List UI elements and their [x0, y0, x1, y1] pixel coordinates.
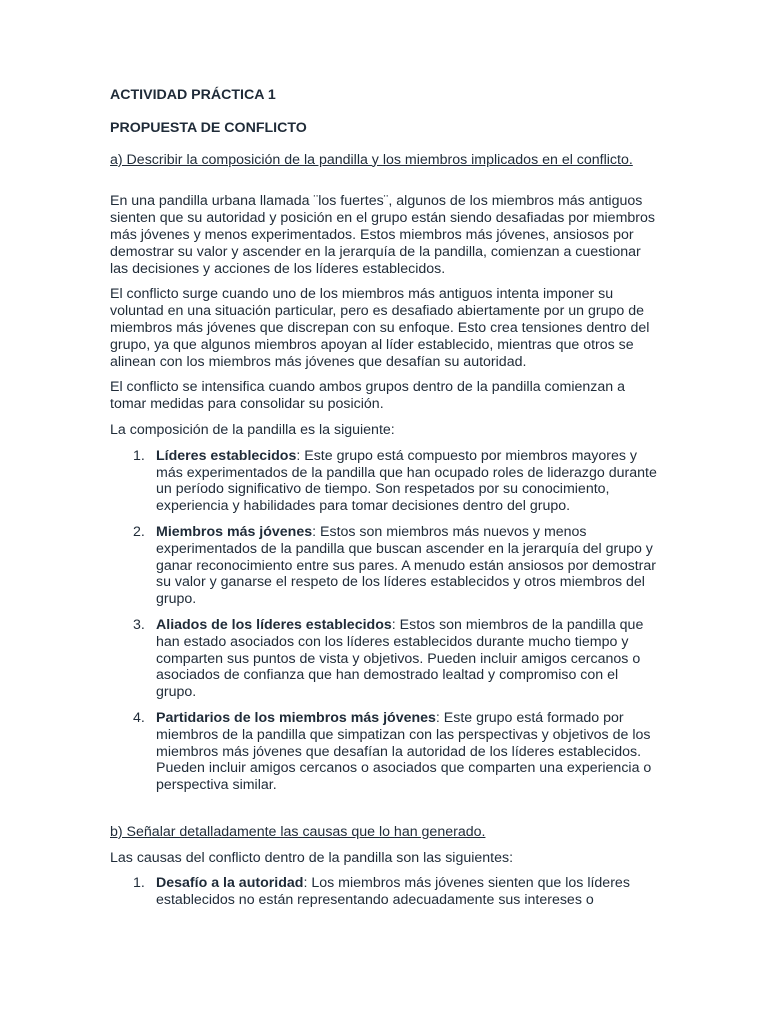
document-content [110, 84, 662, 918]
list-text: : Los miembros más jóvenes sienten que los líderes establecidos no están representando adecuadamente sus intereses o [156, 875, 630, 909]
list-text: : Este grupo está compuesto por miembros mayores y más experimentados de la pandilla que han ocupado roles de liderazgo durante un período significativo de tiempo. Son respetados por su conocimiento, experiencia y habilidades para tomar decisiones dentro del grupo. [156, 447, 657, 515]
list-number: 4. [133, 709, 145, 726]
list-number: 1. [133, 875, 145, 892]
causes-intro: Las causas del conflicto dentro de la pandilla son las siguientes: [110, 849, 514, 866]
list-text: : Estos son miembros de la pandilla que han estado asociados con los líderes establecidos durante mucho tiempo y comparten sus puntos de vista y objetivos. Pueden incluir amigos cercanos o asociados de confianza que han demostrado lealtad y compromiso con el grupo. [156, 616, 644, 701]
list-item [110, 875, 662, 909]
paragraph-1: En una pandilla urbana llamada ¨los fuertes¨, algunos de los miembros más antiguos sienten que su autoridad y posición en el grupo están siendo desafiadas por miembros más jóvenes y menos experimentados. Estos miembros más jóvenes, ansiosos por demostrar su valor y ascender en la jerarquía de la pandilla, comienzan a cuestionar las decisiones y acciones de los líderes establecidos. [110, 193, 655, 277]
composition-list [110, 448, 662, 794]
paragraph-4: La composición de la pandilla es la siguiente: [110, 421, 395, 438]
list-term: Partidarios de los miembros más jóvenes [156, 709, 436, 726]
list-item [110, 448, 662, 515]
list-item [110, 617, 662, 701]
list-text: : Estos son miembros más nuevos y menos experimentados de la pandilla que buscan ascender en la jerarquía del grupo y ganar reconocimiento entre sus pares. A menudo están ansiosos por demostrar su valor y ganarse el respeto de los líderes establecidos y otros miembros del grupo. [156, 523, 656, 608]
list-term: Líderes establecidos [156, 447, 297, 464]
list-term: Aliados de los líderes establecidos [156, 616, 392, 633]
list-text: : Este grupo está formado por miembros de la pandilla que simpatizan con las perspectivas y objetivos de los miembros más jóvenes que desafían la autoridad de los líderes establecidos. Pueden incluir amigos cercanos o asociados que comparten una experiencia o perspectiva similar. [156, 709, 652, 794]
list-item [110, 524, 662, 608]
section-a-heading: a) Describir la composición de la pandilla y los miembros implicados en el conflicto. [110, 151, 633, 168]
list-number: 3. [133, 616, 145, 633]
paragraph-3: El conflicto se intensifica cuando ambos grupos dentro de la pandilla comienzan a tomar medidas para consolidar su posición. [110, 379, 626, 413]
document-title: ACTIVIDAD PRÁCTICA 1 [110, 87, 276, 103]
causes-list [110, 875, 662, 909]
list-number: 1. [133, 447, 145, 464]
list-number: 2. [133, 523, 145, 540]
list-item [110, 710, 662, 794]
list-term: Miembros más jóvenes [156, 523, 313, 540]
section-b-heading: b) Señalar detalladamente las causas que lo han generado. [110, 823, 486, 840]
document-subtitle: PROPUESTA DE CONFLICTO [110, 119, 307, 136]
paragraph-2: El conflicto surge cuando uno de los miembros más antiguos intenta imponer su voluntad en una situación particular, pero es desafiado abiertamente por un grupo de miembros más jóvenes que discrepan con su enfoque. Esto crea tensiones dentro del grupo, ya que algunos miembros apoyan al líder establecido, mientras que otros se alinean con los miembros más jóvenes que desafían su autoridad. [110, 286, 650, 370]
list-term: Desafío a la autoridad [156, 875, 304, 892]
